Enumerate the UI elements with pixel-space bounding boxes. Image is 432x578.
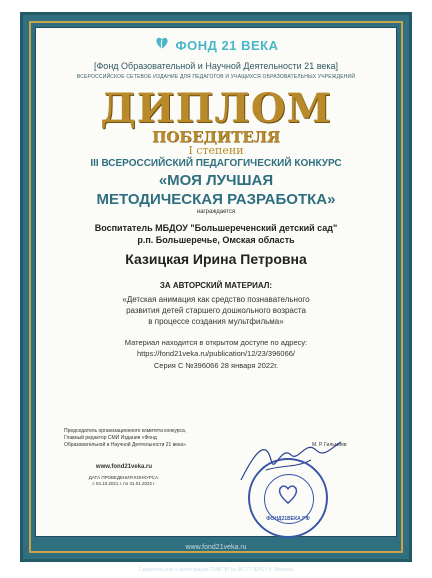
position-line1: Воспитатель МБДОУ "Большереченский детский сад" bbox=[94, 223, 338, 233]
logo bbox=[36, 36, 396, 55]
footer-certificate: Свидетельство о регистрации СМИ ЭЛ № ФС 77-82417 (г. Москва) bbox=[138, 567, 294, 573]
fond-subtitle: ВСЕРОССИЙСКОЕ СЕТЕВОЕ ИЗДАНИЕ ДЛЯ ПЕДАГОГОВ И УЧАЩИХСЯ ОБРАЗОВАТЕЛЬНЫХ УЧРЕЖДЕНИЙ bbox=[76, 74, 356, 80]
official-stamp bbox=[248, 458, 328, 538]
material-title bbox=[36, 294, 396, 327]
contest-name-line1: «МОЯ ЛУЧШАЯ bbox=[158, 172, 274, 189]
access-info bbox=[36, 337, 396, 359]
heart-bird-icon bbox=[154, 36, 170, 55]
recipient-name: Казицкая Ирина Петровна bbox=[125, 251, 307, 267]
contest-dates bbox=[64, 475, 184, 487]
awarded-label: награждается bbox=[196, 209, 236, 215]
site-small: www.fond21veka.ru bbox=[95, 464, 153, 470]
position-line2: р.п. Большеречье, Омская область bbox=[137, 235, 295, 245]
fond-name: [Фонд Образовательной и Научной Деятельности 21 века] bbox=[93, 61, 339, 71]
material-header: ЗА АВТОРСКИЙ МАТЕРИАЛ: bbox=[159, 281, 273, 290]
access-line1: Материал находится в открытом доступе по адресу: bbox=[124, 338, 308, 347]
certificate-paper bbox=[35, 27, 397, 537]
chair-info bbox=[64, 428, 214, 449]
contest-name-line2: МЕТОДИЧЕСКАЯ РАЗРАБОТКА» bbox=[96, 191, 336, 208]
director-name: М. Р. Гильмиев bbox=[312, 442, 347, 448]
chair-line1: Председатель организационного комитета конкурса, bbox=[64, 428, 187, 434]
stamp-text: ФОНД21ВЕКА.РФ bbox=[266, 516, 310, 522]
series-number: Серия С №396066 28 января 2022г. bbox=[153, 361, 279, 370]
dates-line2: с 04.10.2021 г. по 31.01.2022 г. bbox=[92, 481, 156, 486]
access-url: https://fond21veka.ru/publication/12/23/396066/ bbox=[136, 349, 296, 358]
dates-line1: ДАТА ПРОВЕДЕНИЯ КОНКУРСА: bbox=[88, 475, 160, 480]
stamp-heart-icon bbox=[276, 482, 300, 506]
recipient-position bbox=[36, 222, 396, 246]
diploma-subtitle: ПОБЕДИТЕЛЯ bbox=[151, 128, 281, 146]
chair-line3: Образовательной и Научной Деятельности 21 века» bbox=[64, 442, 186, 448]
material-line1: «Детская анимация как средство познавательного bbox=[122, 295, 310, 304]
material-line2: развития детей старшего дошкольного возраста bbox=[126, 306, 306, 315]
contest-line: III ВСЕРОССИЙСКИЙ ПЕДАГОГИЧЕСКИЙ КОНКУРС bbox=[90, 158, 342, 169]
degree: I степени bbox=[188, 144, 244, 157]
logo-text: ФОНД 21 ВЕКА bbox=[175, 38, 279, 53]
chair-line2: Главный редактор СМИ Издания «Фонд bbox=[64, 435, 157, 441]
contest-name bbox=[36, 171, 396, 209]
certificate-frame bbox=[20, 12, 412, 573]
diploma-title: ДИПЛОМ bbox=[100, 85, 332, 132]
material-line3: в процессе создания мультфильма» bbox=[148, 317, 284, 326]
footer-site: www.fond21veka.ru bbox=[185, 544, 247, 551]
